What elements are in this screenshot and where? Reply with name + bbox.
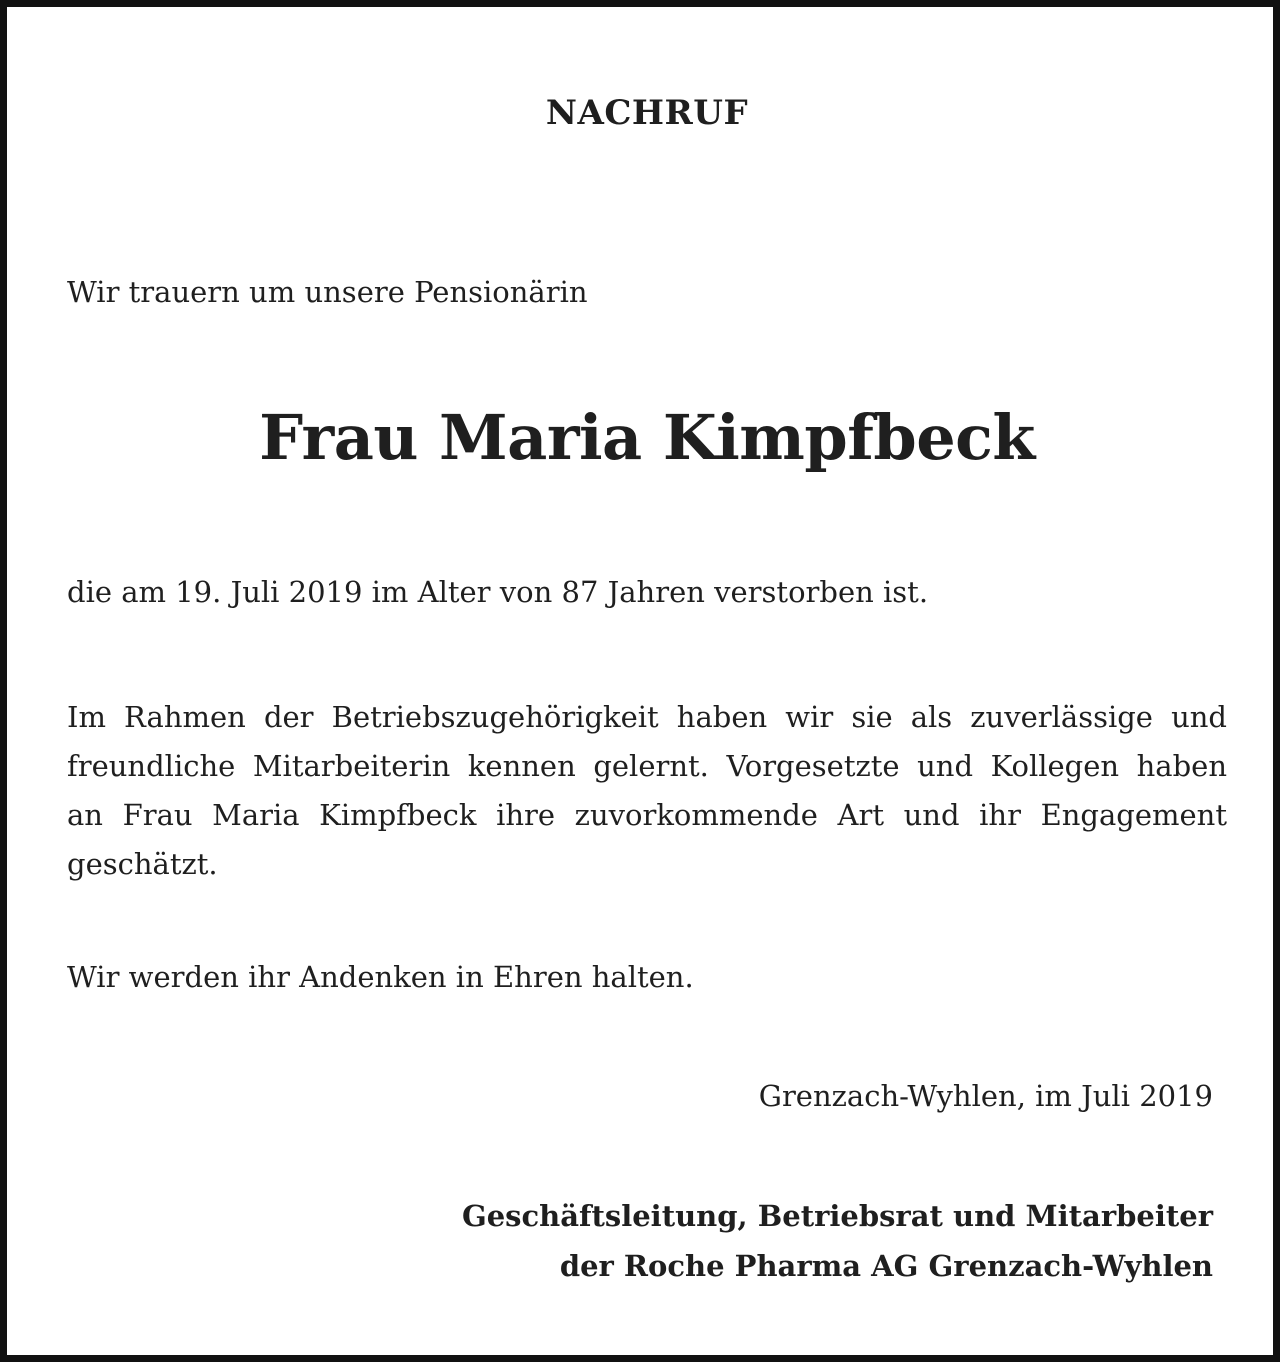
intro-line: Wir trauern um unsere Pensionärin	[67, 275, 588, 309]
tribute-line: freundliche Mitarbeiterin kennen gelernt. Vorgesetzte und Kollegen haben	[67, 749, 1227, 783]
death-date-line: die am 19. Juli 2019 im Alter von 87 Jahren verstorben ist.	[67, 575, 929, 609]
tribute-line: an Frau Maria Kimpfbeck ihre zuvorkommende Art und ihr Engagement	[67, 798, 1227, 832]
signature-line: der Roche Pharma AG Grenzach-Wyhlen	[559, 1249, 1213, 1283]
closing-line: Wir werden ihr Andenken in Ehren halten.	[67, 960, 694, 994]
tribute-line: Im Rahmen der Betriebszugehörigkeit haben wir sie als zuverlässige und	[67, 700, 1227, 734]
signature-line: Geschäftsleitung, Betriebsrat und Mitarbeiter	[461, 1199, 1213, 1233]
tribute-paragraph	[67, 693, 1227, 889]
place-date: Grenzach-Wyhlen, im Juli 2019	[758, 1079, 1213, 1113]
deceased-name: Frau Maria Kimpfbeck	[259, 401, 1035, 474]
notice-heading: NACHRUF	[545, 93, 749, 133]
tribute-line: geschätzt.	[67, 847, 218, 881]
